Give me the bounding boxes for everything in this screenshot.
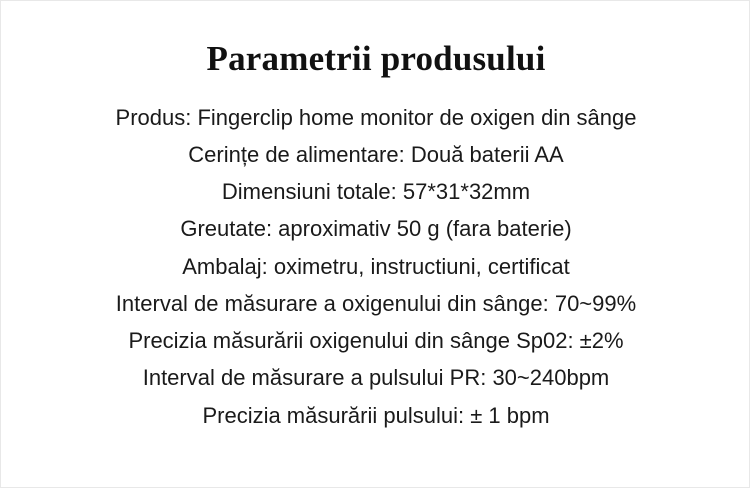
list-item: Greutate: aproximativ 50 g (fara baterie): [180, 216, 572, 242]
list-item: Dimensiuni totale: 57*31*32mm: [221, 179, 531, 205]
spec-list: [1, 99, 750, 434]
list-item: Interval de măsurare a oxigenului din sânge: 70~99%: [115, 290, 637, 316]
list-item: Interval de măsurare a pulsului PR: 30~240bpm: [142, 365, 610, 391]
list-item: Precizia măsurării oxigenului din sânge Sp02: ±2%: [128, 328, 624, 354]
list-item: Ambalaj: oximetru, instructiuni, certificat: [182, 253, 570, 279]
list-item: Precizia măsurării pulsului: ± 1 bpm: [202, 402, 550, 428]
spec-sheet: [1, 1, 750, 489]
list-item: Produs: Fingerclip home monitor de oxigen din sânge: [115, 104, 637, 130]
list-item: Cerințe de alimentare: Două baterii AA: [188, 141, 564, 167]
page-title: Parametrii produsului: [206, 39, 546, 78]
